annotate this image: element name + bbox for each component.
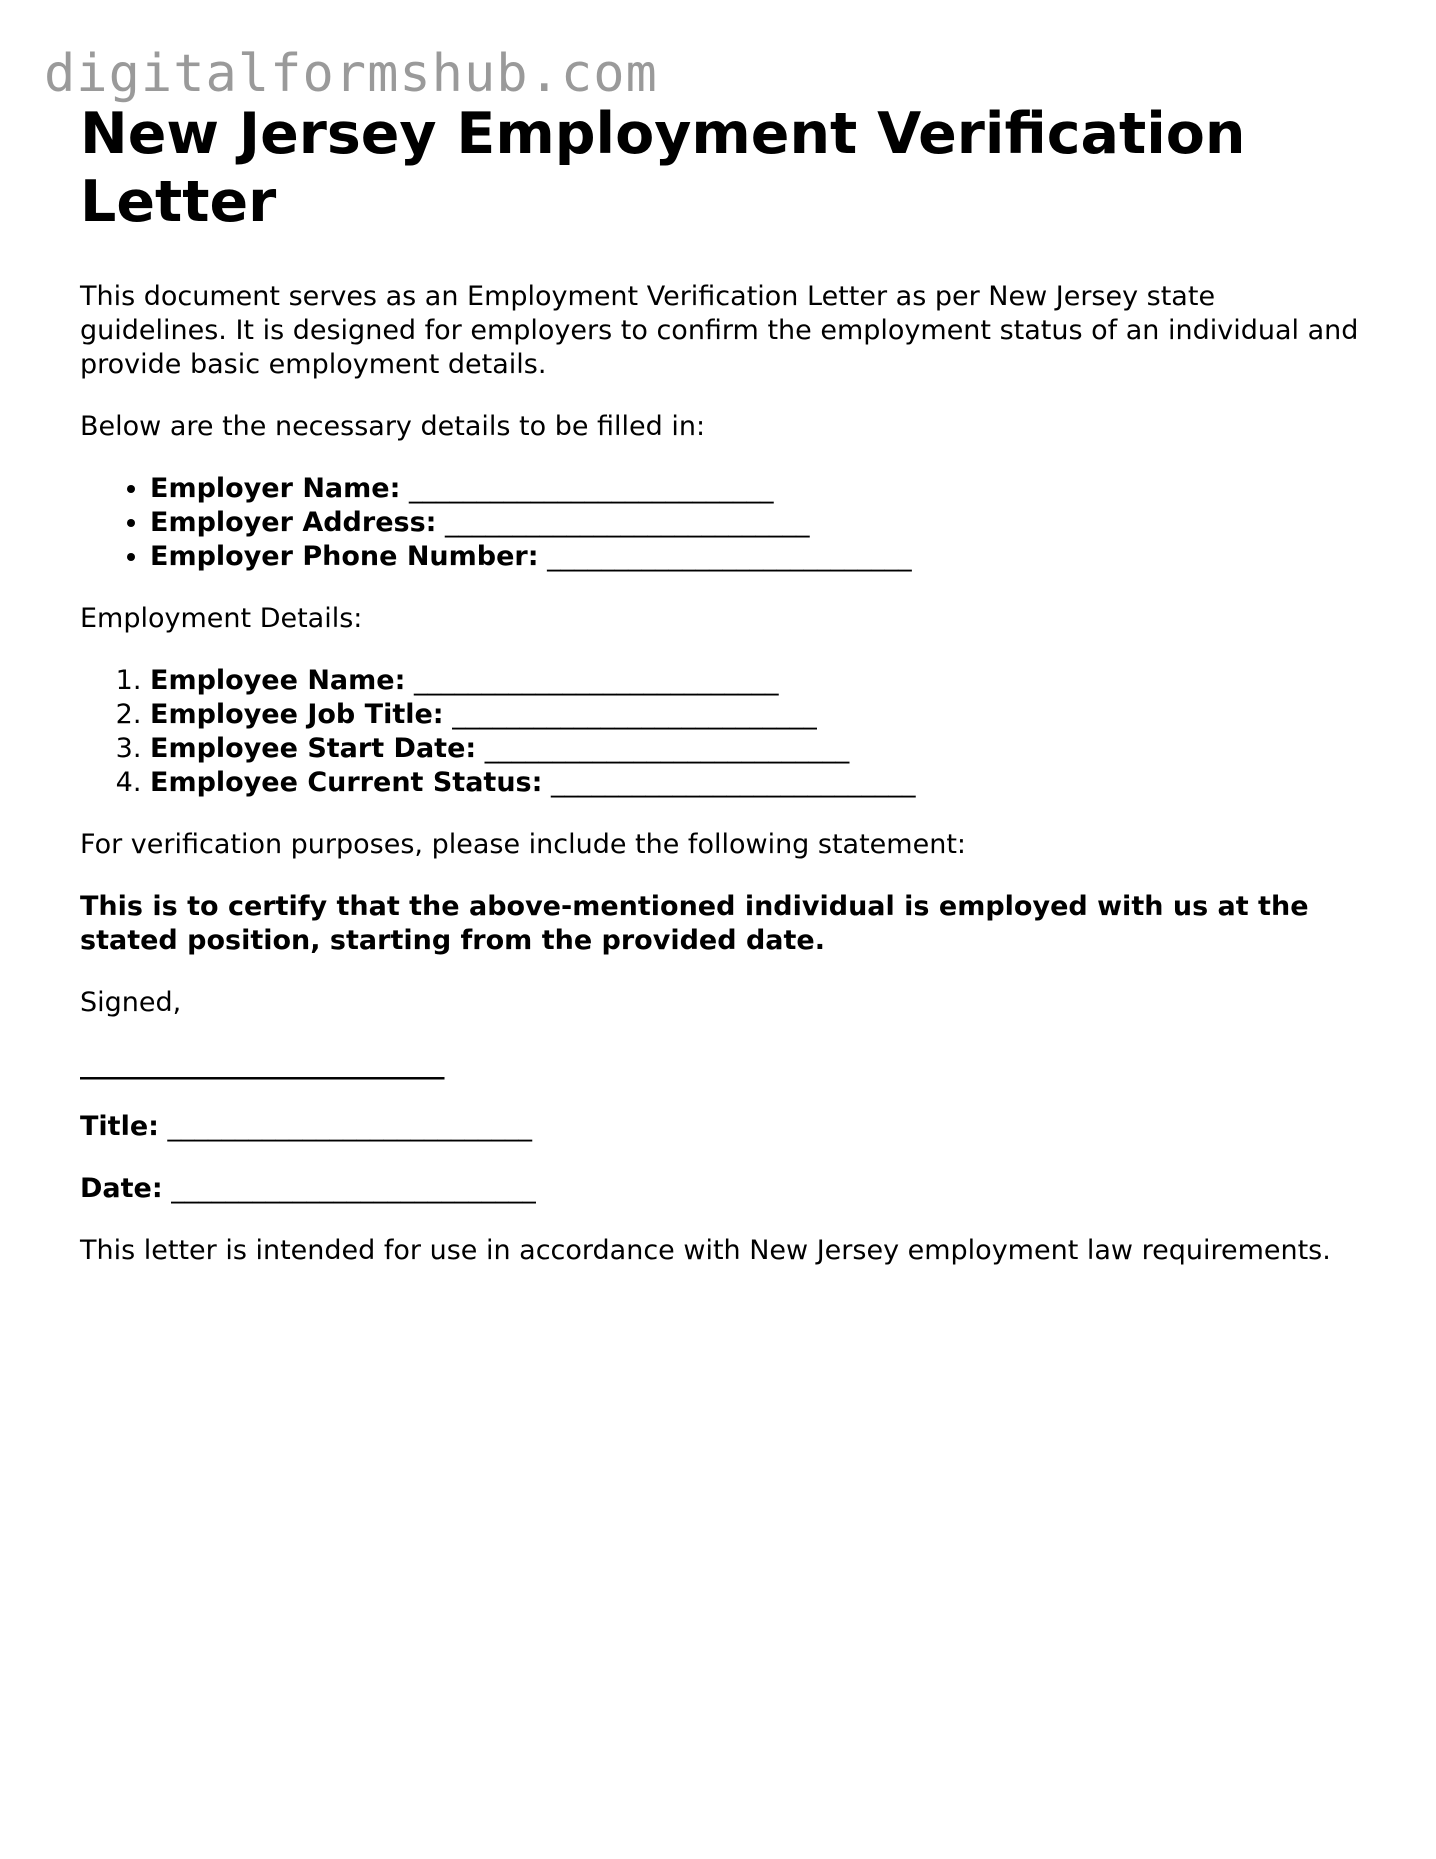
field-label: Employee Current Status:: [150, 767, 543, 798]
field-label: Employee Name:: [150, 665, 406, 696]
field-label: Title:: [80, 1111, 159, 1142]
employer-name-field: [150, 472, 1370, 506]
field-label: Employer Phone Number:: [150, 541, 539, 572]
signature-line: ___________________________: [80, 1049, 445, 1080]
field-label: Employer Address:: [150, 507, 437, 538]
watermark: digitalformshub.com: [44, 44, 658, 104]
blank-line: ___________________________: [445, 507, 810, 538]
employee-start-date-field: [150, 732, 1370, 766]
employer-fields-list: [80, 472, 1370, 574]
employee-name-field: [150, 664, 1370, 698]
blank-line: ___________________________: [167, 1111, 533, 1142]
title-field: [80, 1110, 1370, 1144]
signed-label: Signed,: [80, 987, 182, 1018]
blank-line: ___________________________: [484, 733, 850, 764]
employer-address-field: [150, 506, 1370, 540]
blank-line: ___________________________: [171, 1173, 536, 1204]
field-label: Employee Start Date:: [150, 733, 477, 764]
blank-line: ___________________________: [414, 665, 779, 696]
employment-details-label: Employment Details:: [80, 603, 363, 634]
employee-current-status-field: [150, 766, 1370, 800]
page-title: New Jersey Employment Verification Letter: [80, 101, 1246, 235]
blank-line: ___________________________: [547, 541, 912, 572]
certification-statement: This is to certify that the above-mentioned individual is employed with us at the stated position, starting from the provided date.: [80, 891, 1309, 956]
blank-line: ___________________________: [551, 767, 916, 798]
footer-note: This letter is intended for use in accordance with New Jersey employment law requirements.: [80, 1235, 1331, 1266]
details-intro-label: Below are the necessary details to be filled in:: [80, 411, 706, 442]
field-label: Date:: [80, 1173, 163, 1204]
verification-label: For verification purposes, please include the following statement:: [80, 829, 967, 860]
intro-paragraph: This document serves as an Employment Verification Letter as per New Jersey state guidelines. It is designed for employers to confirm the employment status of an individual and provide basic employment details.: [80, 281, 1359, 380]
blank-line: ___________________________: [452, 699, 817, 730]
field-label: Employee Job Title:: [150, 699, 444, 730]
document-body: [80, 100, 1370, 1268]
employment-fields-list: [80, 664, 1370, 800]
blank-line: ___________________________: [409, 473, 774, 504]
date-field: [80, 1172, 1370, 1206]
employer-phone-field: [150, 540, 1370, 574]
employee-job-title-field: [150, 698, 1370, 732]
field-label: Employer Name:: [150, 473, 401, 504]
